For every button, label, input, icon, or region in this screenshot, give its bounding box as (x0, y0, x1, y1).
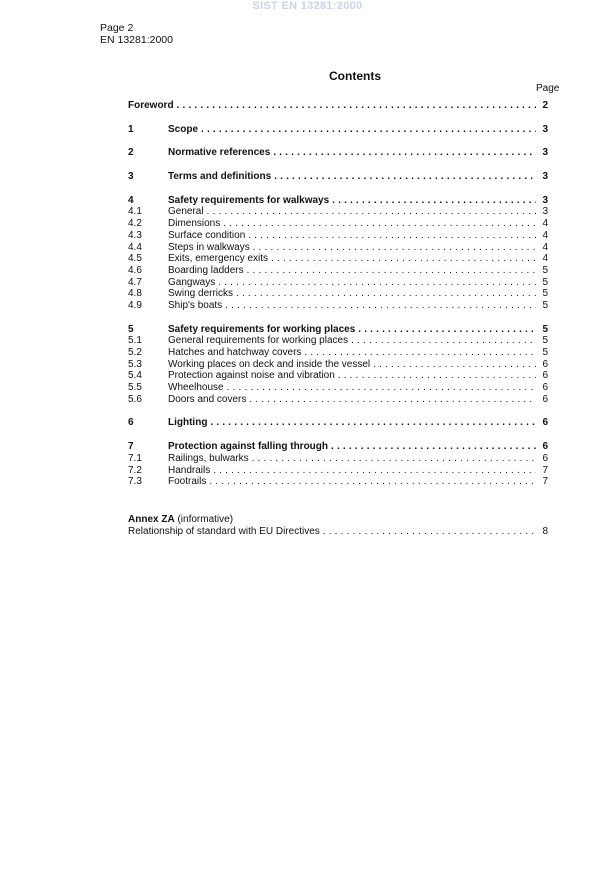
toc-entry-page: 5 (542, 323, 548, 335)
toc-entry-annex-za[interactable] (128, 526, 548, 538)
toc-entry-number: 5.3 (128, 358, 142, 370)
toc-entry-page: 6 (542, 441, 548, 453)
toc-entry-number: 7.3 (128, 476, 142, 488)
toc-entry-title: Ship's boats . . . (168, 300, 536, 312)
toc-subentry[interactable] (128, 300, 548, 312)
toc-subentry[interactable] (128, 230, 548, 242)
toc-entry-page: 7 (542, 464, 548, 476)
toc-entry-falling-through[interactable] (128, 441, 548, 453)
toc-entry-number: 4 (128, 194, 134, 206)
toc-subentry[interactable] (128, 277, 548, 289)
toc-entry-number: 4.8 (128, 288, 142, 300)
toc-entry-number: 7 (128, 441, 134, 453)
toc-entry-page: 5 (542, 347, 548, 358)
toc-entry-page: 5 (542, 299, 548, 311)
toc-entry-title: Doors and covers . . . (168, 394, 536, 406)
toc-entry-page: 3 (542, 171, 548, 183)
toc-entry-page: 6 (542, 393, 548, 405)
toc-entry-page: 5 (542, 264, 548, 276)
toc-entry-number: 4.9 (128, 299, 142, 311)
toc-entry-number: 2 (128, 147, 134, 159)
toc-subentry[interactable] (128, 382, 548, 394)
toc-entry-number: 5.1 (128, 335, 142, 347)
toc-subentry[interactable] (128, 347, 548, 359)
toc-entry-page: 2 (542, 100, 548, 111)
toc-entry-title: Footrails . . . (168, 476, 536, 488)
page-column-label: Page (536, 83, 560, 94)
toc-entry-title: Gangways . . . (168, 277, 536, 289)
toc-entry-number: 7.2 (128, 464, 142, 476)
page-header (100, 22, 173, 46)
annex-heading (128, 514, 548, 526)
toc-subentry[interactable] (128, 476, 548, 488)
annex-note: (informative) (177, 514, 234, 525)
toc-subentry[interactable] (128, 218, 548, 230)
toc-entry-page: 3 (542, 194, 548, 206)
toc-subentry[interactable] (128, 242, 548, 254)
toc-entry-number: 1 (128, 123, 134, 135)
toc-entry-number: 4.1 (128, 206, 142, 218)
toc-entry-scope[interactable] (128, 124, 548, 136)
toc-entry-page: 4 (542, 241, 548, 253)
toc-entry-title: Safety requirements for working places . . . (168, 324, 536, 336)
toc-entry-title: Terms and definitions . . . (168, 171, 536, 183)
toc-entry-number: 5 (128, 323, 134, 335)
toc-entry-page: 5 (542, 335, 548, 347)
toc-entry-number: 4.7 (128, 276, 142, 288)
toc-entry-title: Wheelhouse . . . (168, 382, 536, 394)
toc-subentry[interactable] (128, 453, 548, 465)
watermark: SIST EN 13281:2000 (252, 0, 363, 12)
toc-entry-title: Hatches and hatchway covers . . . (168, 347, 536, 359)
toc-entry-title: General requirements for working places . . . (168, 335, 536, 347)
toc-entry-number: 5.2 (128, 347, 142, 358)
toc-entry-number: 4.4 (128, 241, 142, 253)
toc-entry-title: Steps in walkways . . . (168, 242, 536, 254)
table-of-contents (128, 100, 548, 488)
toc-subentry[interactable] (128, 359, 548, 371)
toc-entry-page: 4 (542, 253, 548, 265)
toc-subentry[interactable] (128, 335, 548, 347)
toc-entry-normative-references[interactable] (128, 147, 548, 159)
toc-entry-page: 5 (542, 288, 548, 300)
toc-entry-title: Surface condition . . . (168, 230, 536, 242)
standard-id: EN 13281:2000 (100, 34, 173, 46)
toc-entry-title: Lighting . . . (168, 417, 536, 429)
toc-subentry[interactable] (128, 288, 548, 300)
toc-entry-page: 6 (542, 417, 548, 429)
toc-entry-number: 7.1 (128, 452, 142, 464)
toc-entry-page: 6 (542, 358, 548, 370)
toc-entry-walkways[interactable] (128, 195, 548, 207)
toc-entry-foreword[interactable] (128, 100, 548, 112)
toc-entry-page: 6 (542, 370, 548, 382)
toc-entry-page: 8 (542, 526, 548, 537)
toc-subentry[interactable] (128, 370, 548, 382)
toc-entry-number: 4.3 (128, 229, 142, 241)
toc-entry-page: 7 (542, 476, 548, 488)
toc-entry-number: 5.4 (128, 370, 142, 382)
toc-entry-title: Swing derricks . . . (168, 288, 536, 300)
toc-entry-page: 4 (542, 218, 548, 230)
toc-entry-title: Normative references . . . (168, 147, 536, 159)
annex-label: Annex ZA (128, 514, 175, 525)
toc-entry-title: Scope . . . (168, 124, 536, 136)
toc-entry-number: 5.5 (128, 382, 142, 394)
toc-subentry[interactable] (128, 265, 548, 277)
toc-entry-title: Relationship of standard with EU Directives . . . (128, 526, 536, 538)
toc-entry-title: Handrails . . . (168, 465, 536, 477)
toc-entry-number: 3 (128, 171, 134, 183)
toc-subentry[interactable] (128, 465, 548, 477)
toc-entry-title: General . . . (168, 206, 536, 218)
toc-entry-number: 5.6 (128, 393, 142, 405)
toc-entry-number: 4.6 (128, 264, 142, 276)
toc-entry-title: Dimensions . . . (168, 218, 536, 230)
toc-entry-title: Safety requirements for walkways . . . (168, 195, 536, 207)
toc-entry-title: Exits, emergency exits . . . (168, 253, 536, 265)
toc-entry-title: Railings, bulwarks . . . (168, 453, 536, 465)
toc-entry-lighting[interactable] (128, 417, 548, 429)
toc-entry-page: 4 (542, 229, 548, 241)
toc-entry-title: Protection against noise and vibration . . . (168, 370, 536, 382)
annex-section (128, 514, 548, 538)
contents-title: Contents (329, 69, 381, 83)
toc-entry-number: 6 (128, 417, 134, 429)
toc-entry-terms[interactable] (128, 171, 548, 183)
toc-entry-page: 6 (542, 452, 548, 464)
toc-entry-working-places[interactable] (128, 324, 548, 336)
toc-entry-page: 5 (542, 276, 548, 288)
toc-subentry[interactable] (128, 394, 548, 406)
toc-entry-title: Boarding ladders . . . (168, 265, 536, 277)
toc-entry-title: Protection against falling through . . . (168, 441, 536, 453)
toc-entry-page: 3 (542, 206, 548, 218)
toc-subentry[interactable] (128, 206, 548, 218)
toc-entry-page: 3 (542, 123, 548, 135)
toc-subentry[interactable] (128, 253, 548, 265)
toc-entry-page: 3 (542, 147, 548, 159)
toc-entry-title: Foreword . . . (128, 100, 536, 112)
toc-entry-page: 6 (542, 382, 548, 394)
page-number: Page 2 (100, 22, 134, 34)
toc-entry-title: Working places on deck and inside the vessel . . . (168, 359, 536, 371)
toc-entry-number: 4.5 (128, 253, 142, 265)
toc-entry-number: 4.2 (128, 218, 142, 230)
